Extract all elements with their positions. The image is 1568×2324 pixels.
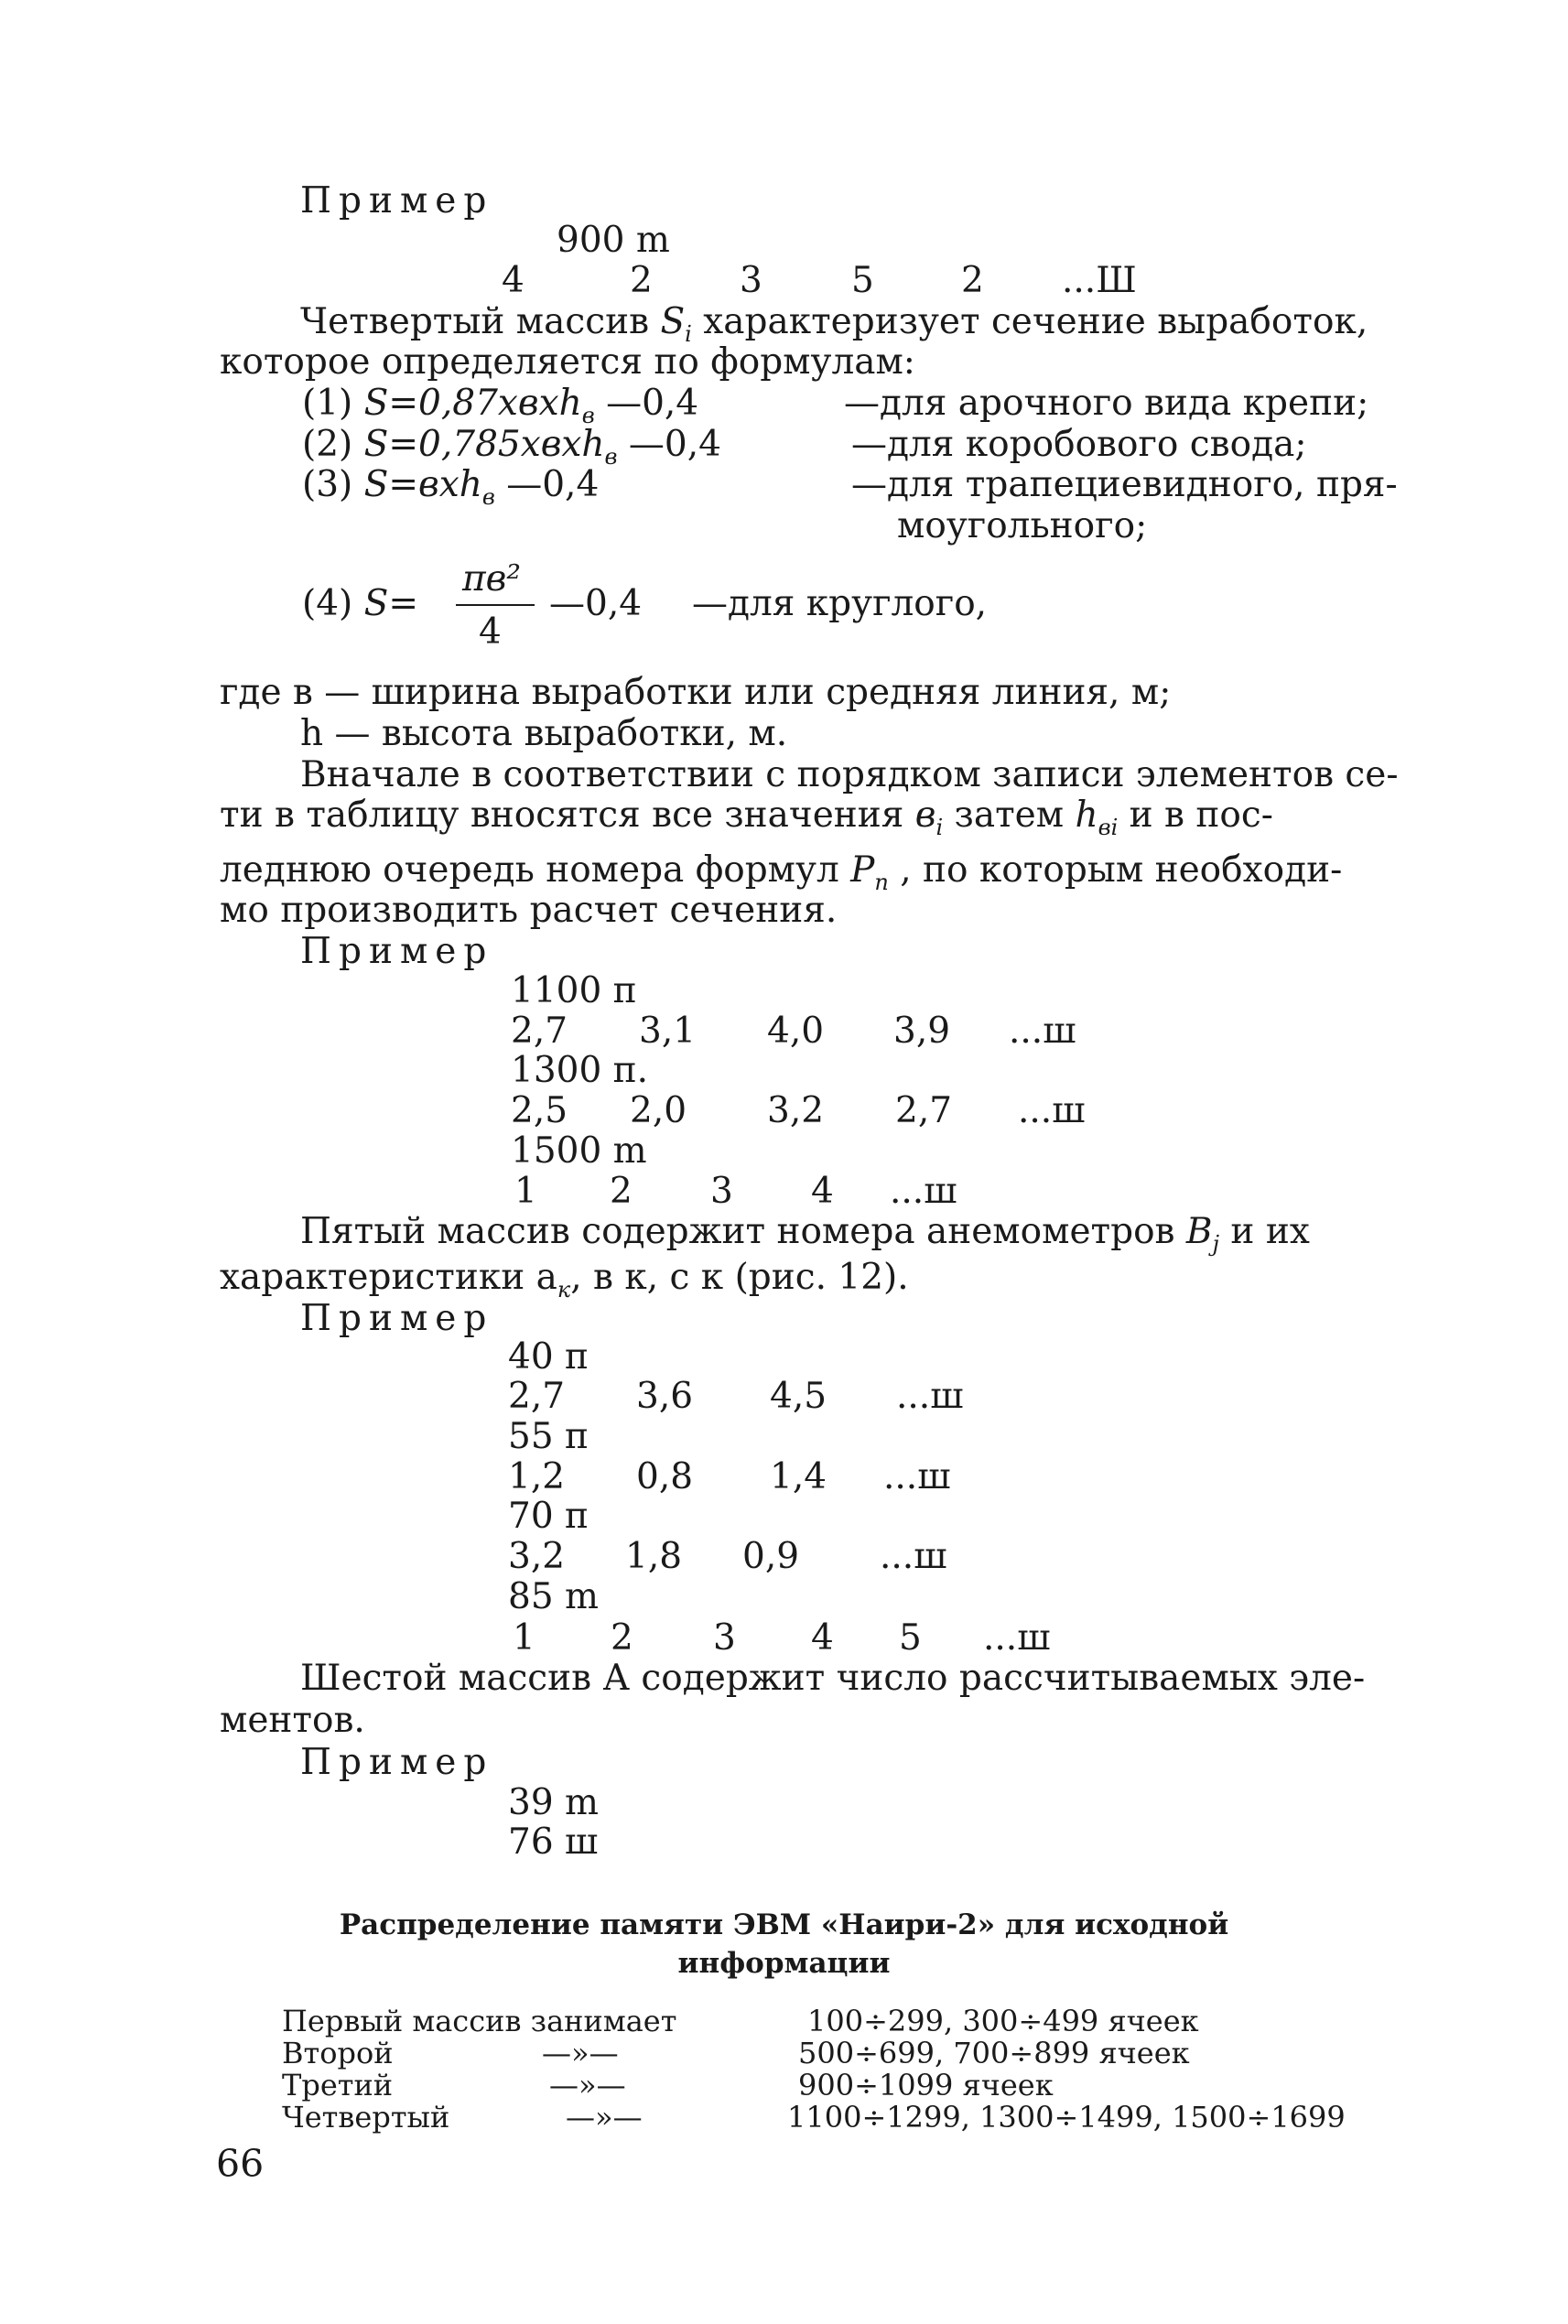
paragraph-line xyxy=(220,794,1273,840)
formula-num: (1) xyxy=(302,383,353,424)
formula-2 xyxy=(302,424,721,470)
text: и их xyxy=(1219,1211,1310,1252)
table-row-ditto: —»— xyxy=(566,2100,643,2135)
formula-desc: —для коробового свода; xyxy=(851,424,1307,465)
formula-tail: —0,4 xyxy=(594,383,699,424)
text: Пятый массив содержит номера анемометров xyxy=(300,1211,1186,1252)
cell: 3 xyxy=(710,1171,733,1212)
cell: 2 xyxy=(610,1171,633,1212)
formula-desc: —для трапециевидного, пря- xyxy=(851,464,1398,505)
formula-3 xyxy=(302,464,600,510)
cell: ...ш xyxy=(1018,1090,1086,1131)
cell: 0,9 xyxy=(742,1536,800,1577)
example-line: 55 п xyxy=(508,1416,589,1457)
cell: 4 xyxy=(811,1617,834,1659)
example-line: 85 m xyxy=(508,1576,600,1617)
var: в xyxy=(914,794,936,836)
example-line: 1500 m xyxy=(511,1130,647,1172)
example-line: 70 п xyxy=(508,1496,589,1537)
cell: ...ш xyxy=(896,1376,964,1417)
cell: 4,0 xyxy=(767,1011,825,1052)
example-row xyxy=(508,1536,947,1577)
table-row-ditto: —»— xyxy=(542,2036,619,2070)
paragraph-line: мо производить расчет сечения. xyxy=(220,890,838,931)
example-line: 900 m xyxy=(557,220,670,261)
formula-tail: —0,4 xyxy=(549,583,643,624)
example-line: 39 m xyxy=(508,1782,600,1823)
formula-num: (3) xyxy=(302,464,353,505)
formula-1 xyxy=(302,385,698,427)
example-line: 1300 п. xyxy=(511,1050,649,1091)
formula-num: (2) xyxy=(302,424,353,465)
paragraph-line: Вначале в соответствии с порядком записи элементов се- xyxy=(300,754,1399,795)
cell: 3,6 xyxy=(636,1376,694,1417)
var: B xyxy=(1185,1211,1213,1252)
example-row xyxy=(508,1456,951,1497)
cell: 3,2 xyxy=(767,1090,825,1131)
cell: 3 xyxy=(740,260,762,301)
cell: 2 xyxy=(630,260,653,301)
cell: 3,1 xyxy=(639,1011,697,1052)
cell: 2 xyxy=(611,1617,633,1659)
paragraph-line xyxy=(300,1211,1310,1257)
cell: 0,8 xyxy=(636,1456,694,1497)
cell: 4 xyxy=(811,1171,834,1212)
cell: 2,5 xyxy=(511,1090,568,1131)
table-row-name: Третий xyxy=(282,2068,394,2102)
formula-expr: S= xyxy=(363,583,419,624)
formula-tail: —0,4 xyxy=(617,424,721,465)
cell: ...ш xyxy=(983,1617,1051,1659)
example-label: Пример xyxy=(300,1742,494,1783)
sub: в xyxy=(604,443,618,470)
example-row xyxy=(502,260,1137,301)
cell: 1 xyxy=(513,1617,535,1659)
text: характеризует сечение выработок, xyxy=(691,301,1368,342)
page-number: 66 xyxy=(216,2142,265,2186)
example-line: 1100 п xyxy=(511,970,637,1011)
text: леднюю очередь номера формул xyxy=(220,849,851,891)
text: затем xyxy=(943,794,1076,836)
paragraph-line: характеристики $а_к$, в к, с к (рис. 12). xyxy=(220,1257,909,1303)
formula-expr: S=0,785хвхh xyxy=(363,424,605,465)
example-label: Пример xyxy=(300,1298,494,1339)
example-row xyxy=(511,1090,1086,1131)
table-row-name: Первый массив занимает xyxy=(282,2004,677,2038)
paragraph-line: Шестой массив А содержит число рассчитываемых эле- xyxy=(300,1658,1366,1699)
formula-4-lhs xyxy=(302,583,419,624)
formula-expr: S=вхh xyxy=(363,464,482,505)
where-line: где в — ширина выработки или средняя линия, м; xyxy=(220,672,1172,713)
cell: 4,5 xyxy=(770,1376,827,1417)
cell: ...ш xyxy=(890,1171,957,1212)
cell: 4 xyxy=(502,260,524,301)
formula-num: (4) xyxy=(302,583,353,624)
table-row-ditto: —»— xyxy=(549,2068,626,2102)
example-row xyxy=(514,1171,957,1212)
text: Четвертый массив xyxy=(300,301,661,342)
var: P xyxy=(850,849,875,891)
cell: 1,8 xyxy=(625,1536,683,1577)
cell: ...ш xyxy=(883,1456,951,1497)
cell: 1,4 xyxy=(770,1456,827,1497)
formula-desc: —для арочного вида крепи; xyxy=(844,383,1369,424)
table-row-cells: 900÷1099 ячеек xyxy=(798,2068,1054,2102)
sub: n xyxy=(874,869,889,895)
table-row-cells: 1100÷1299, 1300÷1499, 1500÷1699 xyxy=(787,2100,1346,2135)
formula-desc-cont: моугольного; xyxy=(897,505,1148,546)
example-label: Пример xyxy=(300,180,494,222)
cell: 5 xyxy=(899,1617,922,1659)
section-title: информации xyxy=(677,1947,891,1980)
sub: к xyxy=(557,1276,571,1303)
sub: в xyxy=(581,402,595,428)
text: и в пос- xyxy=(1118,794,1273,836)
cell: 2,7 xyxy=(895,1090,953,1131)
sub: i xyxy=(685,320,692,347)
formula-expr: S=0,87хвхh xyxy=(363,383,582,424)
table-row-name: Четвертый xyxy=(282,2100,450,2135)
sub: в xyxy=(481,483,495,510)
table-row-cells: 500÷699, 700÷899 ячеек xyxy=(798,2036,1190,2070)
table-row-name: Второй xyxy=(282,2036,394,2070)
cell: 1,2 xyxy=(508,1456,566,1497)
example-row xyxy=(511,1011,1076,1052)
cell: 3,9 xyxy=(893,1011,951,1052)
table-row-cells: 100÷299, 300÷499 ячеек xyxy=(807,2004,1199,2038)
cell: 2 xyxy=(961,260,984,301)
paragraph-line xyxy=(300,301,1368,347)
cell: 2,7 xyxy=(508,1376,566,1417)
var: S xyxy=(660,301,686,342)
where-line: h — высота выработки, м. xyxy=(300,713,788,754)
formula-tail: —0,4 xyxy=(494,464,600,505)
fraction-bar xyxy=(456,604,535,606)
sub: j xyxy=(1212,1230,1220,1257)
paragraph-line: ментов. xyxy=(220,1700,365,1741)
cell: ...ш xyxy=(1009,1011,1076,1052)
paragraph-line: которое определяется по формулам: xyxy=(220,341,915,383)
text: в к, с к (рис. 12). xyxy=(581,1257,909,1298)
fraction-denominator: 4 xyxy=(479,611,502,653)
cell: ...Ш xyxy=(1062,260,1137,301)
paragraph-line xyxy=(220,849,1343,895)
cell: ...ш xyxy=(880,1536,947,1577)
formula-desc: —для круглого, xyxy=(692,583,988,624)
cell: 2,0 xyxy=(630,1090,687,1131)
example-line: 76 ш xyxy=(508,1821,599,1863)
cell: 2,7 xyxy=(511,1011,568,1052)
cell: 1 xyxy=(514,1171,537,1212)
section-title: Распределение памяти ЭВМ «Наири-2» для исходной xyxy=(339,1908,1229,1941)
text: ти в таблицу вносятся все значения xyxy=(220,794,915,836)
example-row xyxy=(513,1617,1051,1659)
example-row xyxy=(508,1376,964,1417)
cell: 3,2 xyxy=(508,1536,566,1577)
fraction-numerator: πв² xyxy=(462,558,521,600)
sub: вi xyxy=(1098,814,1119,840)
example-label: Пример xyxy=(300,931,494,972)
cell: 3 xyxy=(713,1617,736,1659)
sub: i xyxy=(935,814,944,840)
cell: 5 xyxy=(851,260,874,301)
text: характеристики а xyxy=(220,1257,557,1298)
text: , по которым необходи- xyxy=(888,849,1343,891)
var: h xyxy=(1075,794,1098,836)
example-line: 40 п xyxy=(508,1336,589,1378)
